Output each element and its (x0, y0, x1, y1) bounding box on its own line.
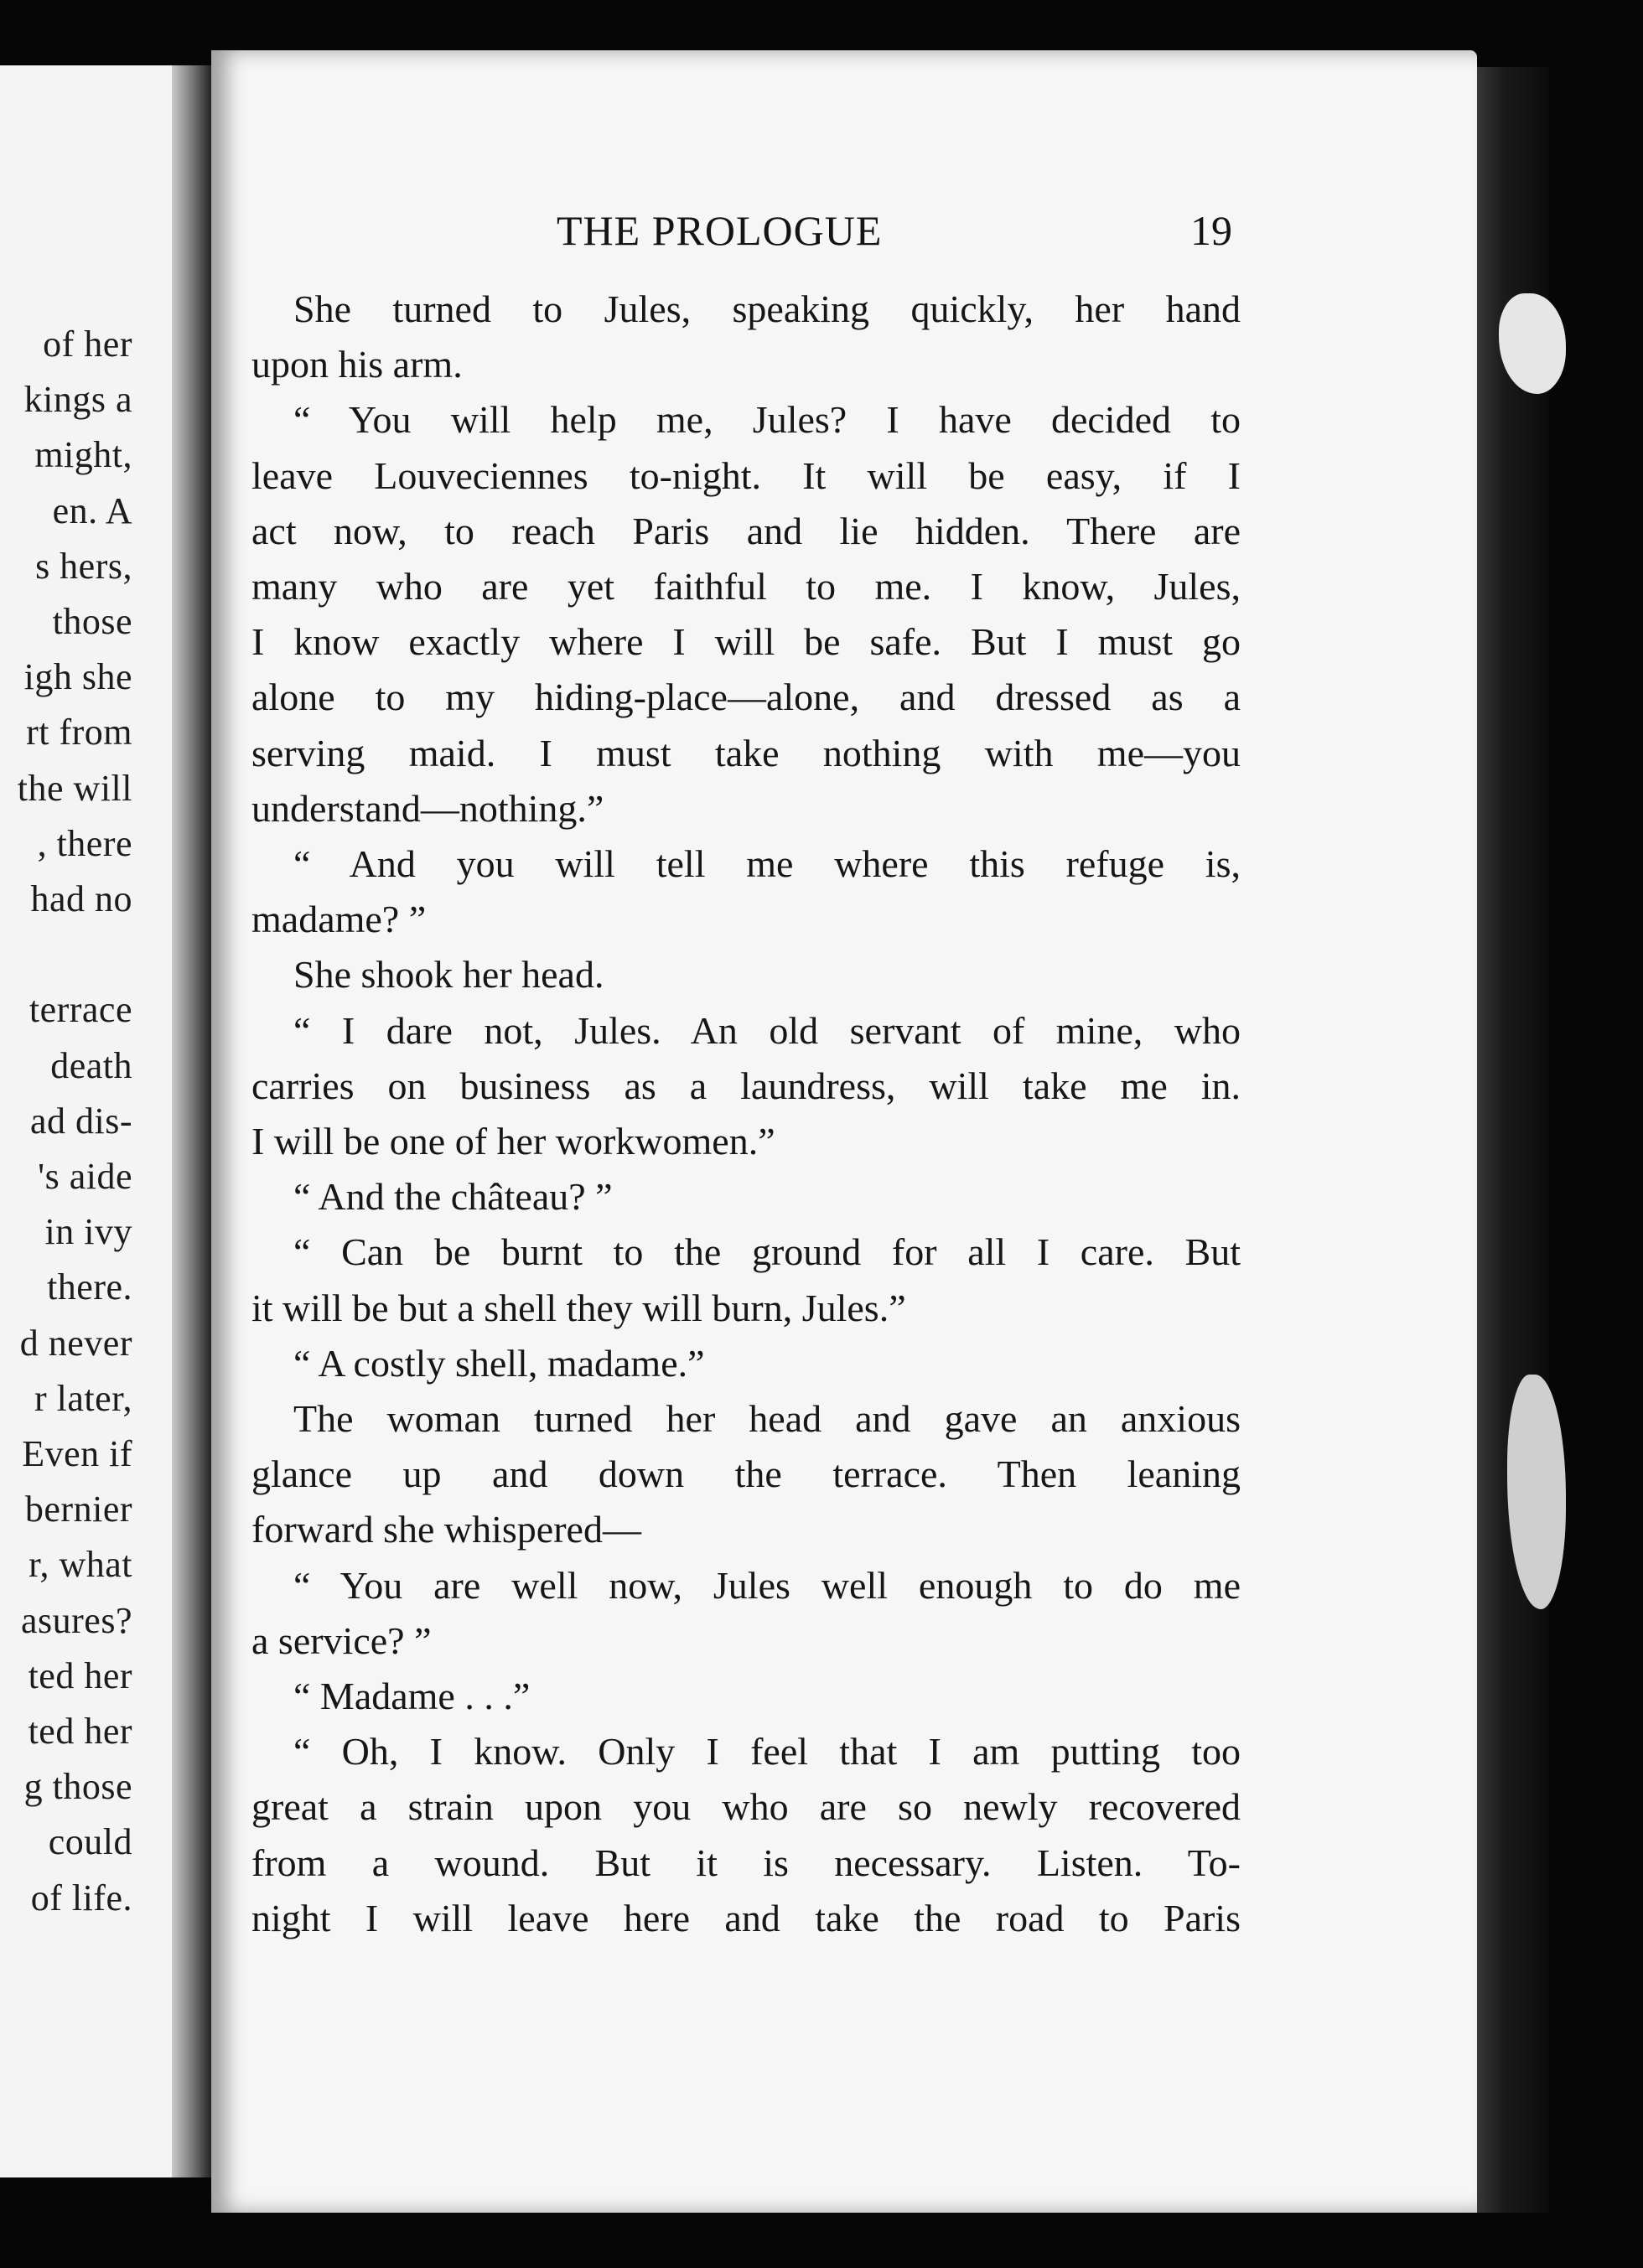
left-page-line: g those (23, 1766, 132, 1808)
body-text-line: I know exactly where I will be safe. But I must go (251, 620, 1241, 664)
body-text-line: “ Can be burnt to the ground for all I care. But (293, 1230, 1241, 1274)
left-page-line: those (52, 601, 132, 642)
body-text-line: alone to my hiding-place—alone, and dressed as a (251, 676, 1241, 719)
left-page-line: ad dis- (29, 1100, 132, 1142)
left-page-line: ted her (28, 1711, 132, 1752)
body-text-line: “ And you will tell me where this refuge is, (293, 842, 1241, 885)
body-text-line: night I will leave here and take the road to Paris (251, 1896, 1241, 1939)
body-text-line: it will be but a shell they will burn, Jules.” (251, 1286, 906, 1329)
body-text-line: carries on business as a laundress, will take me in. (251, 1064, 1241, 1107)
left-page-line: rt from (26, 712, 132, 753)
body-text-line: “ Madame . . .” (293, 1675, 531, 1717)
left-page-line: asures? (21, 1599, 132, 1641)
body-text-line: “ I dare not, Jules. An old servant of mine, who (293, 1008, 1241, 1052)
left-page-line: r, what (29, 1544, 132, 1586)
body-text-line: upon his arm. (251, 343, 463, 386)
body-text-line: great a strain upon you who are so newly recovered (251, 1785, 1241, 1829)
left-page-line: s hers, (35, 545, 132, 587)
left-page-line: bernier (24, 1489, 132, 1530)
left-page-line: had no (30, 878, 132, 919)
page-edge (1474, 67, 1549, 2213)
running-head: THE PROLOGUE (557, 207, 883, 254)
left-page-line: of her (43, 324, 132, 365)
left-page-line: kings a (23, 379, 132, 421)
body-text-line: serving maid. I must take nothing with me—you (251, 731, 1241, 774)
body-text-line: glance up and down the terrace. Then leaning (251, 1452, 1241, 1496)
body-text-line: The woman turned her head and gave an anxious (293, 1397, 1241, 1440)
left-page-line: of life. (30, 1877, 132, 1918)
body-text-line: She turned to Jules, speaking quickly, her hand (293, 287, 1241, 330)
paper-damage-mark (1507, 1375, 1566, 1609)
left-page (0, 65, 193, 2177)
body-text-line: many who are yet faithful to me. I know, Jules, (251, 565, 1241, 608)
body-text-line: “ And the château? ” (293, 1175, 613, 1219)
left-page-line: could (48, 1821, 132, 1863)
body-text-line: leave Louveciennes to-night. It will be easy, if I (251, 453, 1241, 497)
body-text-line: act now, to reach Paris and lie hidden. There are (251, 509, 1241, 552)
body-text-line: She shook her head. (293, 953, 604, 997)
left-page-line: igh she (23, 656, 132, 698)
body-text-line: a service? ” (251, 1618, 432, 1662)
left-page-line: the will (17, 767, 132, 809)
left-page-line: Even if (22, 1433, 132, 1474)
left-page-line: in ivy (44, 1211, 132, 1253)
paper-damage-mark (1499, 293, 1566, 394)
left-page-line: 's aide (38, 1156, 132, 1197)
left-page-line: r later, (34, 1377, 132, 1419)
body-text-line: understand—nothing.” (251, 786, 604, 830)
left-page-line: d never (19, 1322, 132, 1364)
left-page-line: ted her (28, 1654, 132, 1696)
left-page-line: death (50, 1044, 132, 1086)
body-text-line: forward she whispered— (251, 1508, 641, 1551)
left-page-line: , there (37, 822, 132, 864)
page-number: 19 (1190, 207, 1232, 254)
left-page-line: en. A (52, 489, 132, 531)
body-text-line: “ You will help me, Jules? I have decided to (293, 398, 1241, 442)
body-text-line: from a wound. But it is necessary. Listen. To- (251, 1841, 1241, 1884)
left-page-line: terrace (29, 989, 132, 1031)
body-text-line: “ A costly shell, madame.” (293, 1341, 705, 1385)
body-text-line: “ Oh, I know. Only I feel that I am putting too (293, 1730, 1241, 1773)
left-page-line: there. (47, 1266, 132, 1308)
body-text-line: “ You are well now, Jules well enough to do me (293, 1563, 1241, 1607)
body-text-line: I will be one of her workwomen.” (251, 1120, 775, 1162)
left-page-line: might, (34, 434, 132, 476)
body-text-line: madame? ” (251, 898, 427, 941)
